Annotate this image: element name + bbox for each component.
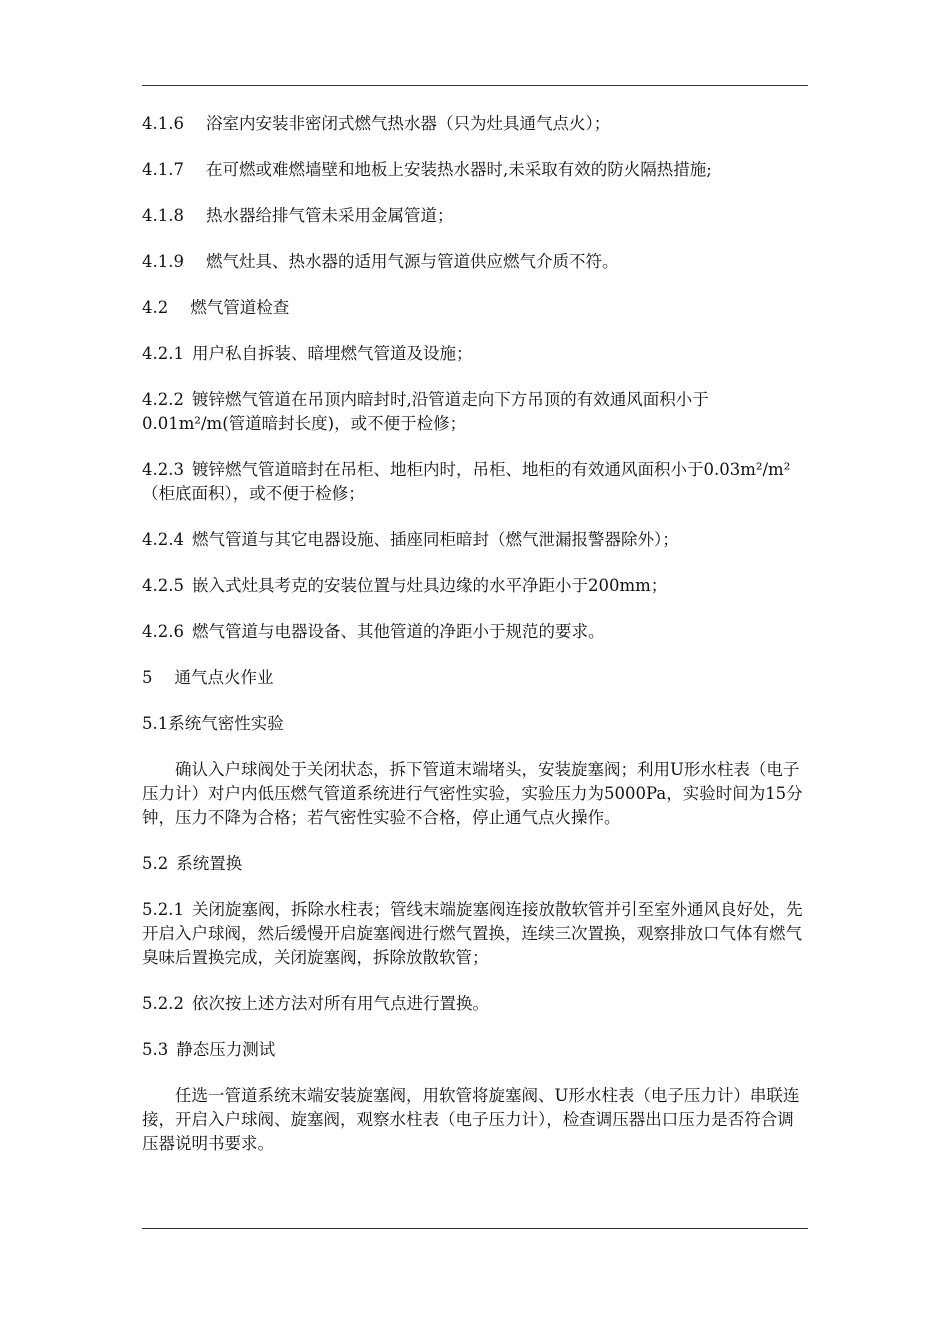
section-number: 4.1.9 [142,252,184,271]
paragraph-4-2-4 [142,528,810,552]
paragraph-text: 任选一管道系统末端安装旋塞阀，用软管将旋塞阀、U形水柱表（电子压力计）串联连接，开启入户球阀、旋塞阀，观察水柱表（电子压力计），检查调压器出口压力是否符合调压器说明书要求。 [142,1086,800,1153]
paragraph-text: 镀锌燃气管道暗封在吊柜、地柜内时，吊柜、地柜的有效通风面积小于0.03m²/m²（柜底面积），或不便于检修； [142,460,791,503]
paragraph-5-2-1 [142,898,810,970]
paragraph-text: 嵌入式灶具考克的安装位置与灶具边缘的水平净距小于200mm； [191,576,668,595]
paragraph-text: 燃气管道与电器设备、其他管道的净距小于规范的要求。 [191,622,605,641]
section-heading-5 [142,666,810,690]
paragraph-text: 热水器给排气管未采用金属管道； [205,206,454,225]
section-number: 4.2.4 [142,530,184,549]
paragraph-5-1-body [142,758,810,830]
section-number: 4.2.1 [142,344,184,363]
section-number: 4.2.3 [142,460,184,479]
section-title: 静态压力测试 [176,1040,276,1059]
section-heading-5-2 [142,852,810,876]
section-number: 4.2.2 [142,390,184,409]
footer-rule [142,1228,808,1229]
paragraph-text: 浴室内安装非密闭式燃气热水器（只为灶具通气点火）； [205,114,611,133]
section-number: 4.2.5 [142,576,184,595]
paragraph-text: 燃气灶具、热水器的适用气源与管道供应燃气介质不符。 [205,252,619,271]
paragraph-4-1-7 [142,158,810,182]
section-title: 通气点火作业 [174,668,274,687]
paragraph-5-2-2 [142,992,810,1016]
section-heading-5-1 [142,712,810,736]
paragraph-4-2-3 [142,458,810,506]
section-number: 4.2 [142,298,169,317]
section-number: 4.1.7 [142,160,184,179]
section-number: 5.2 [142,854,169,873]
section-number: 4.2.6 [142,622,184,641]
paragraph-4-2-1 [142,342,810,366]
section-number: 5.3 [142,1040,169,1059]
section-number: 5.1 [142,714,169,733]
paragraph-text: 用户私自拆装、暗埋燃气管道及设施； [191,344,473,363]
section-title: 系统置换 [176,854,243,873]
paragraph-4-1-6 [142,112,810,136]
header-rule [142,85,808,86]
paragraph-text: 燃气管道与其它电器设施、插座同柜暗封（燃气泄漏报警器除外）； [191,530,679,549]
paragraph-text: 镀锌燃气管道在吊顶内暗封时,沿管道走向下方吊顶的有效通风面积小于0.01m²/m(管道暗封长度)，或不便于检修； [142,390,709,433]
paragraph-4-2-6 [142,620,810,644]
paragraph-text: 关闭旋塞阀，拆除水柱表；管线末端旋塞阀连接放散软管并引至室外通风良好处，先开启入户球阀，然后缓慢开启旋塞阀进行燃气置换，连续三次置换，观察排放口气体有燃气臭味后置换完成，关闭旋塞阀，拆除放散软管； [142,900,803,967]
section-number: 5.2.2 [142,994,184,1013]
section-heading-4-2 [142,296,810,320]
section-number: 5.2.1 [142,900,184,919]
paragraph-4-2-2 [142,388,810,436]
section-number: 5 [142,668,153,687]
section-number: 4.1.8 [142,206,184,225]
paragraph-5-3-body [142,1084,810,1156]
section-heading-5-3 [142,1038,810,1062]
section-number: 4.1.6 [142,114,184,133]
section-title: 系统气密性实验 [168,714,284,733]
section-title: 燃气管道检查 [190,298,290,317]
paragraph-4-2-5 [142,574,810,598]
paragraph-4-1-8 [142,204,810,228]
paragraph-4-1-9 [142,250,810,274]
document-body [142,112,810,1178]
paragraph-text: 在可燃或难燃墙壁和地板上安装热水器时,未采取有效的防火隔热措施; [205,160,712,179]
paragraph-text: 确认入户球阀处于关闭状态，拆下管道末端堵头，安装旋塞阀；利用U形水柱表（电子压力计）对户内低压燃气管道系统进行气密性实验，实验压力为5000Pa，实验时间为15分钟，压力不降为合格；若气密性实验不合格，停止通气点火操作。 [142,760,803,827]
paragraph-text: 依次按上述方法对所有用气点进行置换。 [191,994,489,1013]
